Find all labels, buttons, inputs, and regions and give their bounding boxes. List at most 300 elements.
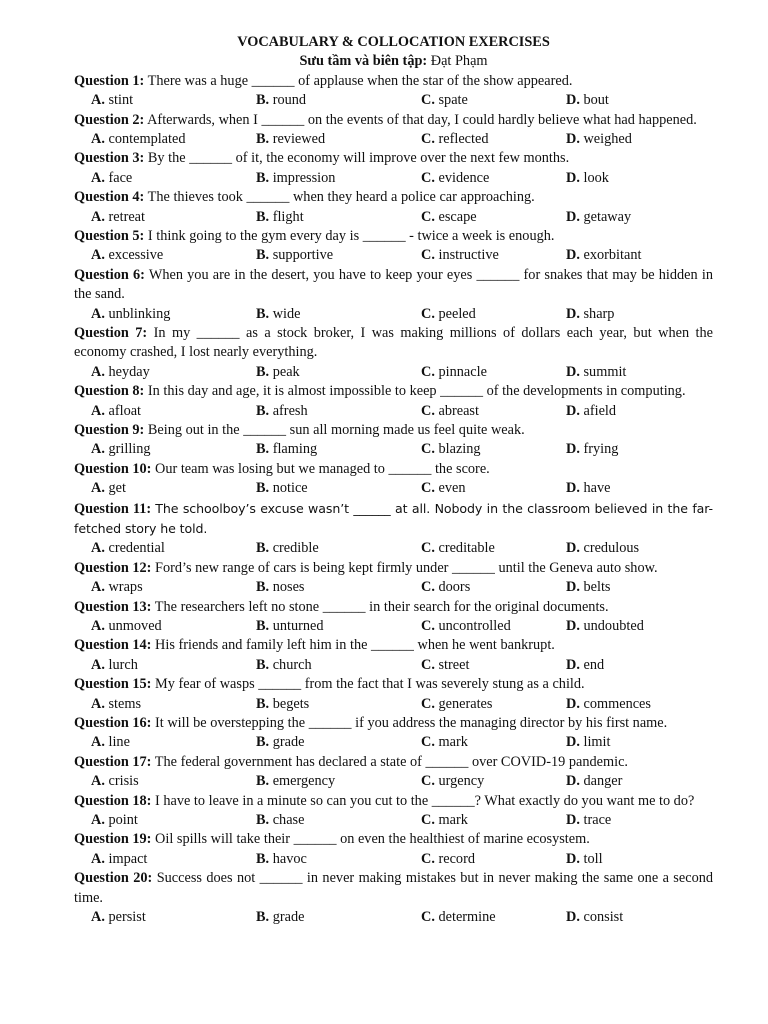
option-text: unmoved <box>108 618 162 634</box>
answer-option <box>91 539 165 558</box>
option-letter: B. <box>256 540 270 557</box>
answer-option <box>566 363 626 382</box>
answer-option <box>256 169 335 188</box>
option-text: getaway <box>583 208 632 225</box>
option-letter: A. <box>91 773 105 790</box>
answer-options <box>74 208 713 227</box>
option-text: reviewed <box>272 131 326 148</box>
option-text: pinnacle <box>438 363 487 380</box>
answer-option <box>566 578 611 597</box>
option-text: creditable <box>438 540 495 557</box>
question-number: Question 10: <box>74 460 152 477</box>
answer-options <box>74 656 713 675</box>
option-text: emergency <box>272 773 336 790</box>
answer-option <box>421 733 468 752</box>
option-letter: A. <box>91 92 105 109</box>
option-letter: B. <box>256 908 270 925</box>
question-text: I think going to the gym every day is ______ - twice a week is enough. <box>147 228 555 244</box>
option-text: retreat <box>108 208 145 225</box>
option-letter: C. <box>421 402 435 419</box>
question-item <box>74 675 713 714</box>
option-text: escape <box>438 208 477 225</box>
option-text: determine <box>438 908 496 925</box>
option-letter: C. <box>421 247 435 264</box>
option-letter: A. <box>91 579 105 596</box>
question-stem <box>74 421 713 440</box>
question-item <box>74 111 713 150</box>
option-text: round <box>272 92 307 109</box>
question-text: In this day and age, it is almost impossible to keep ______ of the developments in computing. <box>147 383 686 400</box>
question-item <box>74 753 713 792</box>
question-stem <box>74 830 713 849</box>
option-letter: D. <box>566 811 580 828</box>
answer-option <box>566 617 644 636</box>
question-stem <box>74 266 713 305</box>
option-letter: B. <box>256 695 270 712</box>
option-text: even <box>438 480 466 497</box>
question-stem <box>74 792 713 811</box>
answer-option <box>256 363 300 382</box>
answer-options <box>74 363 713 382</box>
answer-option <box>91 479 126 498</box>
question-text: When you are in the desert, you have to keep your eyes ______ for snakes that may be hidden in the sand. <box>74 266 713 303</box>
question-stem <box>74 324 713 363</box>
question-stem <box>74 598 713 617</box>
answer-option <box>256 578 304 597</box>
option-letter: B. <box>256 480 270 497</box>
question-text: I have to leave in a minute so can you cut to the ______? What exactly do you want me to do? <box>155 792 695 809</box>
question-stem <box>74 753 713 772</box>
question-number: Question 14: <box>74 637 152 654</box>
question-number: Question 15: <box>74 676 152 693</box>
option-text: mark <box>438 734 468 751</box>
option-text: noses <box>272 579 305 596</box>
question-stem <box>74 636 713 655</box>
option-text: frying <box>583 441 619 458</box>
option-text: flaming <box>272 441 318 458</box>
option-letter: C. <box>421 540 435 557</box>
question-text: In my ______ as a stock broker, I was making millions of dollars each year, but when the economy crashed, I lost nearly everything. <box>74 325 713 361</box>
question-number: Question 18: <box>74 792 152 809</box>
answer-option <box>256 811 304 830</box>
answer-option <box>566 402 616 421</box>
question-stem <box>74 869 713 908</box>
answer-option <box>566 208 631 227</box>
question-text: Being out in the ______ sun all morning made us feel quite weak. <box>147 422 525 438</box>
option-letter: A. <box>91 169 105 186</box>
question-item <box>74 869 713 927</box>
option-letter: C. <box>421 441 435 458</box>
answer-option <box>91 208 145 227</box>
option-text: consist <box>583 908 624 925</box>
question-stem <box>74 149 713 168</box>
answer-options <box>74 695 713 714</box>
option-text: lurch <box>108 656 138 673</box>
answer-option <box>421 850 475 869</box>
question-text: The researchers left no stone ______ in their search for the original documents. <box>154 598 609 615</box>
option-letter: B. <box>256 208 270 225</box>
question-text: The schoolboy’s excuse wasn’t ______ at all. Nobody in the classroom believed in the far-fetched story he told. <box>74 500 713 536</box>
question-number: Question 1: <box>74 72 145 89</box>
answer-option <box>91 908 146 927</box>
option-letter: C. <box>421 850 435 867</box>
answer-options <box>74 908 713 927</box>
question-number: Question 8: <box>74 383 145 400</box>
option-text: wide <box>272 305 301 322</box>
question-number: Question 11: <box>74 500 152 517</box>
option-letter: D. <box>566 305 580 322</box>
question-number: Question 9: <box>74 422 145 438</box>
option-letter: B. <box>256 734 270 751</box>
option-text: generates <box>438 695 493 712</box>
answer-options <box>74 733 713 752</box>
question-stem <box>74 499 713 540</box>
question-list <box>74 72 713 928</box>
option-letter: D. <box>566 131 580 148</box>
option-text: church <box>272 656 312 673</box>
answer-option <box>91 363 150 382</box>
option-text: chase <box>272 811 305 828</box>
answer-option <box>566 656 604 675</box>
answer-option <box>421 305 476 324</box>
question-number: Question 12: <box>74 559 152 576</box>
answer-option <box>421 169 489 188</box>
answer-option <box>256 130 325 149</box>
option-text: undoubted <box>583 618 644 634</box>
question-text: Ford’s new range of cars is being kept firmly under ______ until the Geneva auto show. <box>155 559 658 576</box>
option-text: trace <box>583 811 612 828</box>
answer-option <box>566 695 651 714</box>
option-letter: D. <box>566 618 580 634</box>
option-text: peak <box>272 363 300 380</box>
option-text: begets <box>272 695 310 712</box>
answer-option <box>256 440 317 459</box>
option-letter: D. <box>566 850 580 867</box>
option-letter: A. <box>91 618 105 634</box>
option-text: end <box>583 656 605 673</box>
answer-option <box>256 402 308 421</box>
question-stem <box>74 72 713 91</box>
document-subtitle <box>74 52 713 71</box>
option-letter: C. <box>421 208 435 225</box>
option-letter: A. <box>91 734 105 751</box>
option-letter: C. <box>421 656 435 673</box>
option-letter: D. <box>566 656 580 673</box>
answer-option <box>91 695 141 714</box>
question-text: Our team was losing but we managed to ______ the score. <box>155 460 490 477</box>
option-text: summit <box>583 363 627 380</box>
answer-option <box>256 539 319 558</box>
option-text: crisis <box>108 773 139 790</box>
option-letter: A. <box>91 131 105 148</box>
answer-option <box>256 850 307 869</box>
question-item <box>74 72 713 111</box>
answer-option <box>91 772 139 791</box>
option-letter: B. <box>256 92 270 109</box>
answer-options <box>74 811 713 830</box>
question-item <box>74 266 713 324</box>
answer-option <box>421 772 484 791</box>
option-text: afresh <box>272 402 308 419</box>
option-letter: C. <box>421 773 435 790</box>
answer-option <box>566 850 603 869</box>
question-stem <box>74 188 713 207</box>
answer-options <box>74 539 713 558</box>
document-title: VOCABULARY & COLLOCATION EXERCISES <box>237 34 550 50</box>
answer-option <box>421 811 468 830</box>
answer-option <box>256 772 335 791</box>
answer-option <box>256 656 312 675</box>
answer-option <box>421 363 487 382</box>
answer-option <box>256 479 308 498</box>
question-number: Question 3: <box>74 150 145 167</box>
option-text: have <box>583 480 611 497</box>
option-letter: A. <box>91 208 105 225</box>
option-letter: C. <box>421 363 435 380</box>
question-stem <box>74 227 713 246</box>
answer-option <box>421 440 481 459</box>
option-text: look <box>583 169 609 186</box>
question-item <box>74 421 713 460</box>
option-letter: A. <box>91 363 105 380</box>
option-letter: C. <box>421 695 435 712</box>
option-letter: A. <box>91 441 105 458</box>
option-text: grade <box>272 734 305 751</box>
option-letter: D. <box>566 441 580 458</box>
answer-option <box>421 246 499 265</box>
answer-option <box>566 440 618 459</box>
answer-option <box>421 578 470 597</box>
question-number: Question 2: <box>74 111 145 128</box>
answer-option <box>256 91 306 110</box>
option-letter: B. <box>256 618 270 634</box>
option-letter: B. <box>256 656 270 673</box>
option-letter: B. <box>256 363 270 380</box>
option-text: doors <box>438 579 471 596</box>
option-text: heyday <box>108 363 150 380</box>
answer-option <box>91 440 151 459</box>
answer-options <box>74 130 713 149</box>
answer-option <box>256 305 301 324</box>
option-text: get <box>108 480 126 497</box>
question-number: Question 4: <box>74 189 145 206</box>
answer-option <box>91 246 163 265</box>
question-item <box>74 714 713 753</box>
question-number: Question 13: <box>74 598 152 615</box>
answer-options <box>74 578 713 597</box>
answer-option <box>91 811 138 830</box>
answer-option <box>566 91 609 110</box>
option-letter: B. <box>256 402 270 419</box>
answer-option <box>566 479 610 498</box>
subtitle-author: Đạt Phạm <box>430 53 488 70</box>
question-stem <box>74 714 713 733</box>
option-letter: C. <box>421 131 435 148</box>
answer-option <box>91 656 138 675</box>
option-letter: A. <box>91 480 105 497</box>
answer-option <box>91 402 141 421</box>
option-letter: A. <box>91 908 105 925</box>
option-letter: D. <box>566 92 580 109</box>
option-letter: C. <box>421 734 435 751</box>
question-text: Success does not ______ in never making mistakes but in never making the same one a second time. <box>74 870 714 906</box>
option-text: mark <box>438 811 468 828</box>
option-text: impact <box>108 850 148 867</box>
question-text: It will be overstepping the ______ if you address the managing director by his first name. <box>155 714 668 731</box>
question-item <box>74 227 713 266</box>
option-letter: C. <box>421 169 435 186</box>
option-text: uncontrolled <box>438 618 511 634</box>
option-letter: D. <box>566 169 580 186</box>
option-text: notice <box>272 480 308 497</box>
question-text: His friends and family left him in the ______ when he went bankrupt. <box>155 637 555 654</box>
question-number: Question 19: <box>74 831 152 848</box>
answer-option <box>256 733 304 752</box>
answer-option <box>566 772 622 791</box>
option-text: limit <box>583 734 611 751</box>
worksheet-page <box>74 33 713 927</box>
option-letter: B. <box>256 169 270 186</box>
answer-option <box>421 908 496 927</box>
option-letter: D. <box>566 908 580 925</box>
question-text: The federal government has declared a state of ______ over COVID-19 pandemic. <box>154 753 628 770</box>
option-letter: D. <box>566 363 580 380</box>
question-item <box>74 499 713 559</box>
option-letter: A. <box>91 850 105 867</box>
question-stem <box>74 675 713 694</box>
question-number: Question 20: <box>74 870 153 887</box>
question-stem <box>74 559 713 578</box>
option-text: grade <box>272 908 305 925</box>
question-number: Question 17: <box>74 753 152 770</box>
answer-option <box>421 130 488 149</box>
answer-option <box>256 695 309 714</box>
option-letter: A. <box>91 695 105 712</box>
question-text: My fear of wasps ______ from the fact that I was severely stung as a child. <box>155 676 585 693</box>
option-text: unturned <box>272 618 324 634</box>
question-item <box>74 324 713 382</box>
subtitle-label: Sưu tầm và biên tập: <box>299 53 428 70</box>
question-text: Afterwards, when I ______ on the events of that day, I could hardly believe what had happened. <box>147 111 697 128</box>
question-text: The thieves took ______ when they heard a police car approaching. <box>147 189 535 206</box>
option-text: grilling <box>108 441 151 458</box>
answer-options <box>74 91 713 110</box>
option-letter: B. <box>256 811 270 828</box>
option-text: record <box>438 850 475 867</box>
question-item <box>74 188 713 227</box>
question-number: Question 16: <box>74 714 152 731</box>
option-letter: B. <box>256 247 270 264</box>
option-letter: C. <box>421 908 435 925</box>
option-letter: C. <box>421 305 435 322</box>
answer-option <box>566 539 639 558</box>
answer-options <box>74 617 713 636</box>
option-text: weighed <box>583 131 632 148</box>
option-text: impression <box>272 169 336 186</box>
option-letter: D. <box>566 695 580 712</box>
option-text: line <box>108 734 130 751</box>
answer-option <box>421 91 468 110</box>
answer-option <box>91 850 147 869</box>
question-number: Question 7: <box>74 325 148 341</box>
option-text: flight <box>272 208 304 225</box>
option-text: evidence <box>438 169 490 186</box>
option-text: credible <box>272 540 319 557</box>
answer-option <box>91 578 143 597</box>
answer-options <box>74 440 713 459</box>
question-item <box>74 792 713 831</box>
option-text: blazing <box>438 441 481 458</box>
option-text: afield <box>583 402 617 419</box>
answer-option <box>566 305 614 324</box>
option-text: toll <box>583 850 603 867</box>
option-text: instructive <box>438 247 499 264</box>
option-text: reflected <box>438 131 489 148</box>
option-letter: B. <box>256 850 270 867</box>
answer-option <box>566 246 641 265</box>
answer-option <box>566 908 623 927</box>
answer-option <box>91 91 133 110</box>
question-stem <box>74 382 713 401</box>
option-letter: D. <box>566 773 580 790</box>
answer-option <box>566 130 632 149</box>
option-letter: D. <box>566 208 580 225</box>
option-letter: D. <box>566 579 580 596</box>
option-text: abreast <box>438 402 479 419</box>
answer-option <box>566 733 611 752</box>
option-letter: D. <box>566 480 580 497</box>
option-letter: C. <box>421 579 435 596</box>
question-text: There was a huge ______ of applause when the star of the show appeared. <box>147 72 573 89</box>
option-letter: D. <box>566 734 580 751</box>
option-letter: A. <box>91 305 105 322</box>
question-item <box>74 598 713 637</box>
answer-option <box>91 305 170 324</box>
option-text: urgency <box>438 773 485 790</box>
option-text: contemplated <box>108 131 186 148</box>
answer-option <box>256 208 304 227</box>
option-letter: B. <box>256 579 270 596</box>
option-letter: A. <box>91 247 105 264</box>
question-item <box>74 149 713 188</box>
option-text: supportive <box>272 247 334 264</box>
option-text: excessive <box>108 247 164 264</box>
option-letter: A. <box>91 540 105 557</box>
question-item <box>74 460 713 499</box>
option-text: stint <box>108 92 134 109</box>
option-letter: C. <box>421 480 435 497</box>
option-letter: B. <box>256 305 270 322</box>
answer-options <box>74 479 713 498</box>
option-letter: A. <box>91 402 105 419</box>
option-text: afloat <box>108 402 142 419</box>
option-letter: D. <box>566 247 580 264</box>
option-text: credulous <box>583 540 640 557</box>
option-text: wraps <box>108 579 143 596</box>
answer-options <box>74 402 713 421</box>
answer-option <box>566 811 611 830</box>
option-text: bout <box>583 92 609 109</box>
option-text: stems <box>108 695 142 712</box>
option-text: persist <box>108 908 146 925</box>
option-letter: C. <box>421 618 435 634</box>
answer-option <box>421 656 469 675</box>
answer-options <box>74 772 713 791</box>
answer-option <box>256 908 304 927</box>
option-letter: B. <box>256 131 270 148</box>
answer-options <box>74 169 713 188</box>
option-text: peeled <box>438 305 476 322</box>
